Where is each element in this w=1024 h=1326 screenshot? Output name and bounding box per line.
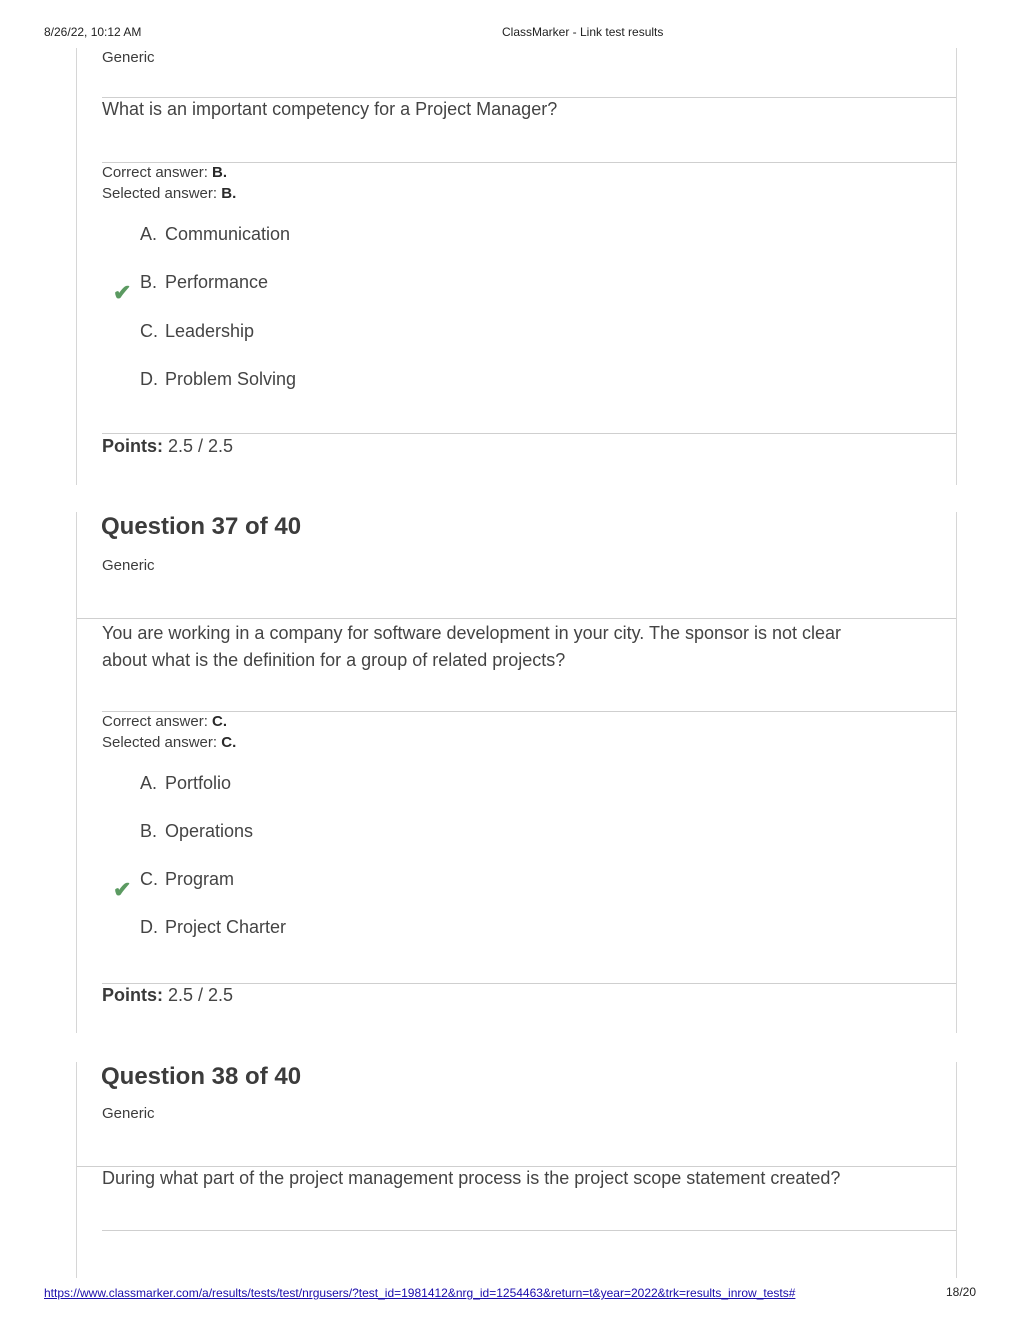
option-text: Communication xyxy=(165,224,291,244)
option-letter: D. xyxy=(140,369,158,389)
question-text: During what part of the project management process is the project scope statement created? xyxy=(102,1168,841,1188)
correct-answer-value: C. xyxy=(212,713,228,730)
option-letter: C. xyxy=(140,869,158,889)
option-text: Performance xyxy=(165,272,269,292)
divider xyxy=(102,433,956,434)
divider xyxy=(102,1230,956,1231)
option-text: Leadership xyxy=(165,321,255,341)
option-d xyxy=(140,917,286,938)
points xyxy=(102,985,233,1006)
print-title: ClassMarker - Link test results xyxy=(502,25,664,39)
option-c xyxy=(140,869,234,890)
option-text: Program xyxy=(165,869,235,889)
answer-summary xyxy=(102,711,236,753)
points-label: Points: xyxy=(102,436,163,456)
correct-answer-value: B. xyxy=(212,164,228,181)
option-letter: A. xyxy=(140,773,158,793)
selected-answer-label: Selected answer: xyxy=(102,185,218,202)
option-a xyxy=(140,224,290,245)
option-a xyxy=(140,773,231,794)
check-icon: ✔ xyxy=(113,877,132,902)
question-card-36 xyxy=(76,48,957,485)
option-text: Operations xyxy=(165,821,254,841)
question-category: Generic xyxy=(102,557,155,574)
question-category: Generic xyxy=(102,1105,155,1122)
print-date: 8/26/22, 10:12 AM xyxy=(44,25,142,39)
option-text: Problem Solving xyxy=(165,369,297,389)
correct-answer-label: Correct answer: xyxy=(102,713,208,730)
question-card-37 xyxy=(76,512,957,1033)
option-letter: A. xyxy=(140,224,158,244)
points-label: Points: xyxy=(102,985,163,1005)
question-category: Generic xyxy=(102,49,155,66)
divider xyxy=(102,983,956,984)
page-number: 18/20 xyxy=(946,1285,977,1299)
selected-answer-label: Selected answer: xyxy=(102,734,218,751)
option-text: Project Charter xyxy=(165,917,287,937)
question-card-38 xyxy=(76,1062,957,1278)
question-title: Question 38 of 40 xyxy=(101,1063,302,1090)
option-text: Portfolio xyxy=(165,773,232,793)
answer-summary xyxy=(102,162,236,204)
question-text: You are working in a company for software development in your city. The sponsor is not clear about what is the definition for a group of related projects? xyxy=(102,623,842,670)
question-title: Question 37 of 40 xyxy=(101,513,302,540)
selected-answer-value: C. xyxy=(221,734,237,751)
option-letter: D. xyxy=(140,917,158,937)
points-value: 2.5 / 2.5 xyxy=(168,985,234,1005)
option-letter: B. xyxy=(140,821,158,841)
option-b xyxy=(140,272,268,293)
option-c xyxy=(140,321,254,342)
selected-answer-value: B. xyxy=(221,185,237,202)
check-icon: ✔ xyxy=(113,280,132,305)
page-url-link[interactable]: https://www.classmarker.com/a/results/tests/test/nrgusers/?test_id=1981412&nrg_id=1254463&return=t&year=2022&trk=results_inrow_tests# xyxy=(44,1286,796,1300)
points xyxy=(102,436,233,457)
question-text: What is an important competency for a Project Manager? xyxy=(102,99,558,119)
correct-answer-label: Correct answer: xyxy=(102,164,208,181)
option-letter: B. xyxy=(140,272,158,292)
option-letter: C. xyxy=(140,321,158,341)
option-d xyxy=(140,369,296,390)
option-b xyxy=(140,821,253,842)
points-value: 2.5 / 2.5 xyxy=(168,436,234,456)
divider xyxy=(77,618,956,619)
